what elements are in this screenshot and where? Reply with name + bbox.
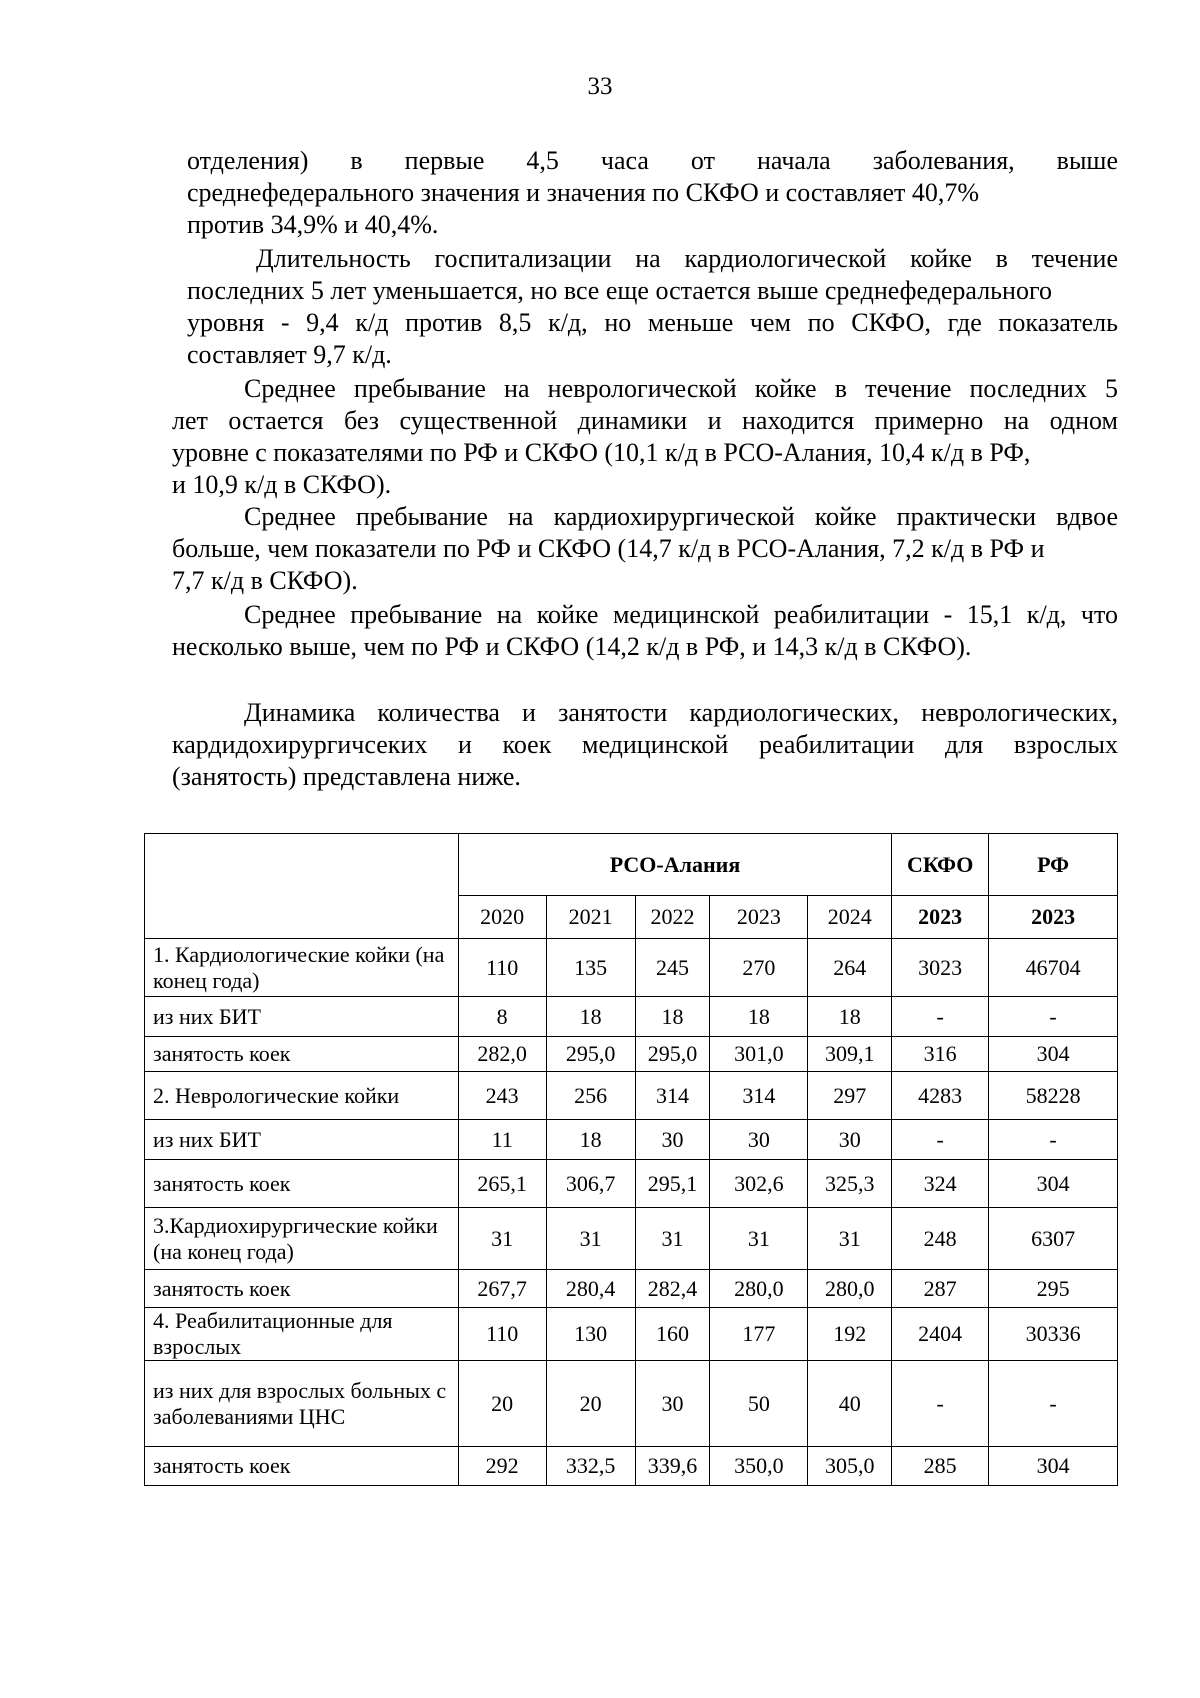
- table-cell: -: [892, 1120, 989, 1160]
- table-cell: 110: [458, 1308, 546, 1361]
- table-cell: 256: [546, 1072, 635, 1120]
- table-cell: 280,0: [808, 1270, 892, 1308]
- text-line: больше, чем показатели по РФ и СКФО (14,7 к/д в РСО-Алания, 7,2 к/д в РФ и: [172, 534, 1045, 563]
- header-year: 2020: [458, 896, 546, 939]
- table-body: [145, 939, 1118, 1486]
- table-cell: 30: [710, 1120, 808, 1160]
- header-rf-year: 2023: [989, 896, 1118, 939]
- row-label: из них для взрослых больных с заболеваниями ЦНС: [145, 1361, 459, 1447]
- table-row: [145, 1270, 1118, 1308]
- text-line: Среднее пребывание на кардиохирургической койке практически вдвое: [244, 502, 1118, 531]
- paragraph-cardiosurgery-stay: [172, 501, 1118, 597]
- table-row: [145, 1208, 1118, 1270]
- table-cell: 18: [546, 1120, 635, 1160]
- empty-header-cell: [145, 834, 459, 939]
- table-cell: 316: [892, 1037, 989, 1072]
- table-cell: 314: [710, 1072, 808, 1120]
- table-cell: 192: [808, 1308, 892, 1361]
- table-cell: 245: [635, 939, 710, 997]
- table-cell: 58228: [989, 1072, 1118, 1120]
- table-cell: 46704: [989, 939, 1118, 997]
- text-line: Динамика количества и занятости кардиологических, неврологических,: [244, 698, 1118, 727]
- table-cell: 301,0: [710, 1037, 808, 1072]
- header-rf: РФ: [989, 834, 1118, 896]
- header-year: 2021: [546, 896, 635, 939]
- table-cell: 265,1: [458, 1160, 546, 1208]
- table-cell: 160: [635, 1308, 710, 1361]
- table-cell: 285: [892, 1447, 989, 1486]
- text-line: кардидохирургичсеких и коек медицинской реабилитации для взрослых: [172, 730, 1118, 759]
- row-label: 1. Кардиологические койки (на конец года): [145, 939, 459, 997]
- table-cell: 304: [989, 1037, 1118, 1072]
- table-cell: 248: [892, 1208, 989, 1270]
- table-cell: -: [989, 997, 1118, 1037]
- text-line: Длительность госпитализации на кардиологической койке в течение: [256, 244, 1118, 273]
- table-cell: 295,0: [635, 1037, 710, 1072]
- table-cell: 280,4: [546, 1270, 635, 1308]
- table-cell: 339,6: [635, 1447, 710, 1486]
- table-cell: -: [892, 1361, 989, 1447]
- row-label: занятость коек: [145, 1037, 459, 1072]
- table-cell: 18: [808, 997, 892, 1037]
- table-header-row: [145, 834, 1118, 896]
- text-line: и 10,9 к/д в СКФО).: [172, 470, 392, 499]
- paragraph-stroke-care: [187, 145, 1118, 241]
- table-cell: 295,0: [546, 1037, 635, 1072]
- header-skfo: СКФО: [892, 834, 989, 896]
- paragraph-rehab-stay: [172, 599, 1118, 663]
- text-line: 7,7 к/д в СКФО).: [172, 566, 358, 595]
- text-line: составляет 9,7 к/д.: [187, 340, 392, 369]
- table-cell: -: [892, 997, 989, 1037]
- table-row: [145, 1308, 1118, 1361]
- table-cell: 110: [458, 939, 546, 997]
- text-line: несколько выше, чем по РФ и СКФО (14,2 к/д в РФ, и 14,3 к/д в СКФО).: [172, 632, 972, 661]
- row-label: занятость коек: [145, 1270, 459, 1308]
- text-line: Среднее пребывание на неврологической койке в течение последних 5: [244, 374, 1118, 403]
- table-cell: 8: [458, 997, 546, 1037]
- table-cell: 267,7: [458, 1270, 546, 1308]
- text-line: уровне с показателями по РФ и СКФО (10,1 к/д в РСО-Алания, 10,4 к/д в РФ,: [172, 438, 1031, 467]
- table-cell: 20: [458, 1361, 546, 1447]
- table-cell: 324: [892, 1160, 989, 1208]
- table-cell: 6307: [989, 1208, 1118, 1270]
- table-row: [145, 1072, 1118, 1120]
- table-cell: 280,0: [710, 1270, 808, 1308]
- page-number: 33: [587, 73, 613, 100]
- table-cell: 297: [808, 1072, 892, 1120]
- table-cell: 295,1: [635, 1160, 710, 1208]
- table-cell: 135: [546, 939, 635, 997]
- table-cell: 304: [989, 1447, 1118, 1486]
- table-cell: 18: [710, 997, 808, 1037]
- table-cell: -: [989, 1120, 1118, 1160]
- table-cell: 30: [635, 1361, 710, 1447]
- text-line: уровня - 9,4 к/д против 8,5 к/д, но меньше чем по СКФО, где показатель: [187, 308, 1118, 337]
- table-cell: 30336: [989, 1308, 1118, 1361]
- table-row: [145, 1037, 1118, 1072]
- table-cell: 264: [808, 939, 892, 997]
- table-row: [145, 939, 1118, 997]
- table-cell: 40: [808, 1361, 892, 1447]
- text-line: лет остается без существенной динамики и находится примерно на одном: [172, 406, 1118, 435]
- header-year: 2024: [808, 896, 892, 939]
- row-label: из них БИТ: [145, 1120, 459, 1160]
- paragraph-neuro-stay: [172, 373, 1118, 501]
- table-cell: 130: [546, 1308, 635, 1361]
- table-cell: 309,1: [808, 1037, 892, 1072]
- table-cell: 177: [710, 1308, 808, 1361]
- header-year: 2022: [635, 896, 710, 939]
- table-cell: 30: [808, 1120, 892, 1160]
- table-cell: 31: [635, 1208, 710, 1270]
- table-cell: 4283: [892, 1072, 989, 1120]
- paragraph-cardio-hospitalization: [187, 243, 1118, 371]
- table-cell: 31: [458, 1208, 546, 1270]
- table-cell: 282,0: [458, 1037, 546, 1072]
- paragraph-table-intro: [172, 697, 1118, 793]
- header-year: 2023: [710, 896, 808, 939]
- table-cell: 302,6: [710, 1160, 808, 1208]
- text-line: последних 5 лет уменьшается, но все еще остается выше среднефедерального: [187, 276, 1052, 305]
- row-label: занятость коек: [145, 1160, 459, 1208]
- text-line: (занятость) представлена ниже.: [172, 762, 521, 791]
- row-label: 2. Неврологические койки: [145, 1072, 459, 1120]
- table-cell: 287: [892, 1270, 989, 1308]
- table-cell: 270: [710, 939, 808, 997]
- row-label: из них БИТ: [145, 997, 459, 1037]
- table-row: [145, 1361, 1118, 1447]
- table-cell: 50: [710, 1361, 808, 1447]
- table-cell: 31: [546, 1208, 635, 1270]
- table-row: [145, 1160, 1118, 1208]
- beds-statistics-table: [144, 833, 1118, 1486]
- table-cell: -: [989, 1361, 1118, 1447]
- table-row: [145, 1447, 1118, 1486]
- table-cell: 292: [458, 1447, 546, 1486]
- header-skfo-year: 2023: [892, 896, 989, 939]
- text-line: отделения) в первые 4,5 часа от начала заболевания, выше: [187, 146, 1118, 175]
- table-cell: 332,5: [546, 1447, 635, 1486]
- table-row: [145, 997, 1118, 1037]
- table-cell: 18: [635, 997, 710, 1037]
- table-cell: 31: [808, 1208, 892, 1270]
- row-label: 4. Реабилитационные для взрослых: [145, 1308, 459, 1361]
- table-cell: 304: [989, 1160, 1118, 1208]
- header-region: РСО-Алания: [458, 834, 891, 896]
- table-cell: 18: [546, 997, 635, 1037]
- table-cell: 31: [710, 1208, 808, 1270]
- table-cell: 20: [546, 1361, 635, 1447]
- table-cell: 305,0: [808, 1447, 892, 1486]
- row-label: занятость коек: [145, 1447, 459, 1486]
- text-line: среднефедерального значения и значения по СКФО и составляет 40,7%: [187, 178, 980, 207]
- table-cell: 3023: [892, 939, 989, 997]
- table-cell: 30: [635, 1120, 710, 1160]
- row-label: 3.Кардиохирургические койки (на конец года): [145, 1208, 459, 1270]
- table-cell: 350,0: [710, 1447, 808, 1486]
- table-cell: 306,7: [546, 1160, 635, 1208]
- table-cell: 11: [458, 1120, 546, 1160]
- table-cell: 2404: [892, 1308, 989, 1361]
- table-cell: 243: [458, 1072, 546, 1120]
- table-cell: 325,3: [808, 1160, 892, 1208]
- table-cell: 282,4: [635, 1270, 710, 1308]
- table-cell: 295: [989, 1270, 1118, 1308]
- table-row: [145, 1120, 1118, 1160]
- table-cell: 314: [635, 1072, 710, 1120]
- text-line: против 34,9% и 40,4%.: [187, 210, 439, 239]
- text-line: Среднее пребывание на койке медицинской реабилитации - 15,1 к/д, что: [244, 600, 1118, 629]
